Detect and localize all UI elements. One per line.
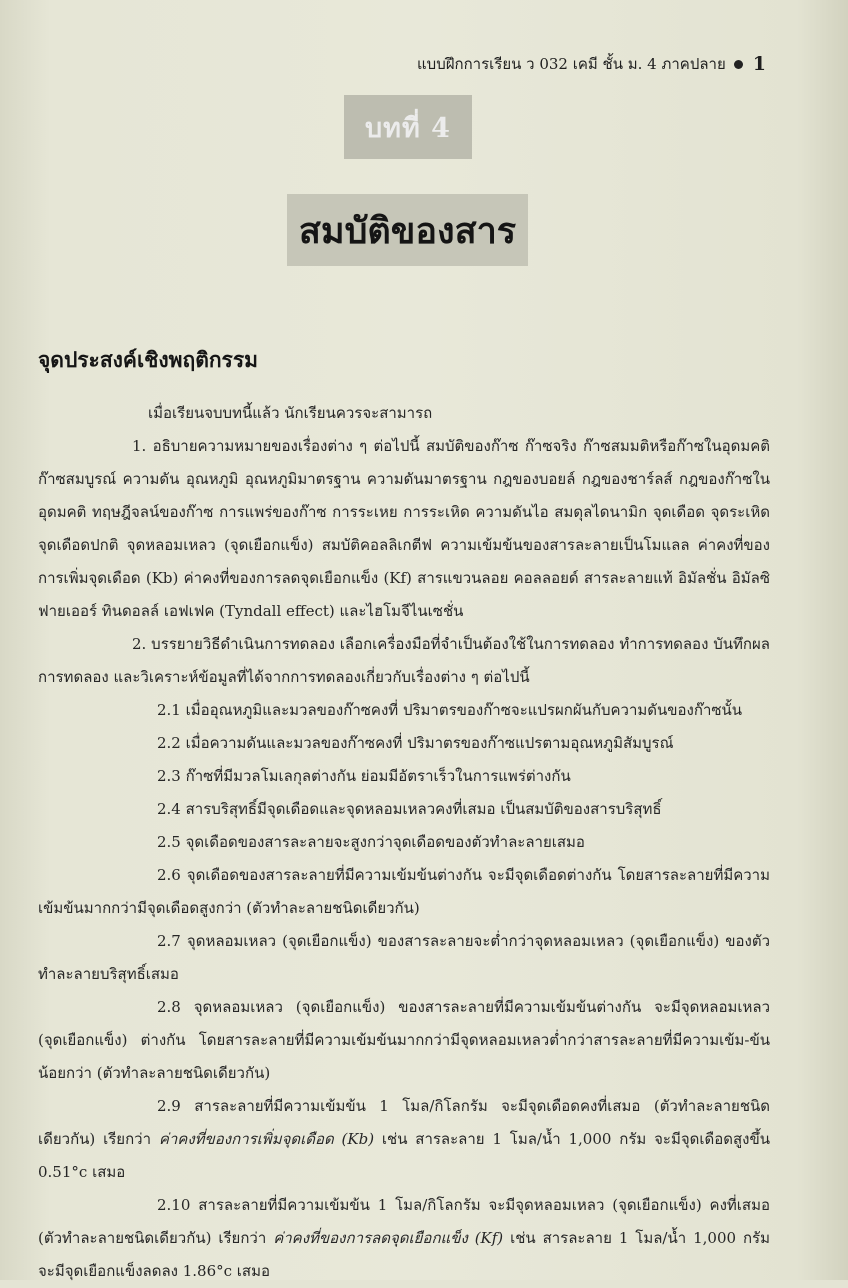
objective-1: 1. อธิบายความหมายของเรื่องต่าง ๆ ต่อไปนี้ สมบัติของก๊าซ ก๊าซจริง ก๊าซสมมติหรือก๊าซในอุดมคติ ก๊าซสมบูรณ์ ความดัน อุณหภูมิ อุณหภูมิมาตรฐาน ความดันมาตรฐาน กฎของบอยล์ กฎของชาร์ลส์ กฎของก๊าซในอุดมคติ ทฤษฎีจลน์ของก๊าซ การแพร่ของก๊าซ การระเหย การระเหิด ความดันไอ สมดุลไดนามิก จุดเดือด จุดระเหิด จุดเดือดปกติ จุดหลอมเหลว (จุดเยือกแข็ง) สมบัติคอลลิเกตีฟ ความเข้มข้นของสารละลายเป็นโมแลล ค่าคงที่ของการเพิ่มจุดเดือด (Kb) ค่าคงที่ของการลดจุดเยือกแข็ง (Kf) สารแขวนลอย คอลลอยด์ สารละลายแท้ อิมัลชั่น อิมัลซิฟายเออร์ ทินดอลล์ เอฟเฟค (Tyndall effect) และไฮโมจีไนเซชั่น (38, 437, 770, 620)
objective-2-3: 2.3 ก๊าซที่มีมวลโมเลกุลต่างกัน ย่อมมีอัตราเร็วในการแพร่ต่างกัน (157, 767, 571, 785)
objective-2-10-text-b: เช่น สารละลาย 1 โมล/น้ำ 1,000 กรัม จะมีจุดเยือกแข็งลดลง 1.86°c เสมอ (38, 1229, 770, 1280)
intro-paragraph: เมื่อเรียนจบบทนี้แล้ว นักเรียนควรจะสามารถ (148, 404, 433, 422)
objective-2-5: 2.5 จุดเดือดของสารละลายจะสูงกว่าจุดเดือดของตัวทำละลายเสมอ (157, 833, 585, 851)
objective-2-9 (38, 1090, 770, 1189)
chapter-label: บทที่ 4 (365, 112, 451, 144)
objective-2-10 (38, 1189, 770, 1288)
objective-2-9-text-b: เช่น สารละลาย 1 โมล/น้ำ 1,000 กรัม จะมีจุดเดือดสูงขึ้น 0.51°c เสมอ (38, 1130, 770, 1181)
body-text (38, 397, 770, 1288)
objective-2-8: 2.8 จุดหลอมเหลว (จุดเยือกแข็ง) ของสารละลายที่มีความเข้มข้นต่างกัน จะมีจุดหลอมเหลว (จุดเยือกแข็ง) ต่างกัน โดยสารละลายที่มีความเข้มข้นมากกว่ามีจุดหลอมเหลวต่ำกว่าสารละลายที่มีความเข้ม-ข้นน้อยกว่า (ตัวทำละลายชนิดเดียวกัน) (38, 998, 770, 1082)
objective-2-9-term: ค่าคงที่ของการเพิ่มจุดเดือด (Kb) (158, 1130, 375, 1148)
objective-2-9-text-a: 2.9 สารละลายที่มีความเข้มข้น 1 โมล/กิโลกรัม จะมีจุดเดือดคงที่เสมอ (ตัวทำละลายชนิดเดียวกัน) เรียกว่า (38, 1097, 770, 1148)
page-header (417, 52, 766, 76)
objective-2-6: 2.6 จุดเดือดของสารละลายที่มีความเข้มข้นต่างกัน จะมีจุดเดือดต่างกัน โดยสารละลายที่มีความเข้มข้นมากกว่ามีจุดเดือดสูงกว่า (ตัวทำละลายชนิดเดียวกัน) (38, 866, 770, 917)
objective-2-10-term: ค่าคงที่ของการลดจุดเยือกแข็ง (Kf) (273, 1229, 504, 1247)
objective-2-1: 2.1 เมื่ออุณหภูมิและมวลของก๊าซคงที่ ปริมาตรของก๊าซจะแปรผกผันกับความดันของก๊าซนั้น (157, 701, 743, 719)
chapter-label-box (344, 95, 472, 159)
objective-2-7: 2.7 จุดหลอมเหลว (จุดเยือกแข็ง) ของสารละลายจะต่ำกว่าจุดหลอมเหลว (จุดเยือกแข็ง) ของตัวทำละลายบริสุทธิ์เสมอ (38, 932, 770, 983)
bullet-icon (734, 60, 743, 69)
chapter-title-box (287, 194, 528, 266)
page-number: 1 (752, 53, 766, 75)
objective-2: 2. บรรยายวิธีดำเนินการทดลอง เลือกเครื่องมือที่จำเป็นต้องใช้ในการทดลอง ทำการทดลอง บันทึกผลการทดลอง และวิเคราะห์ข้อมูลที่ได้จากการทดลองเกี่ยวกับเรื่องต่าง ๆ ต่อไปนี้ (38, 635, 770, 686)
header-text: แบบฝึกการเรียน ว 032 เคมี ชั้น ม. 4 ภาคปลาย (417, 55, 726, 73)
objective-2-2: 2.2 เมื่อความดันและมวลของก๊าซคงที่ ปริมาตรของก๊าซแปรตามอุณหภูมิสัมบูรณ์ (157, 734, 674, 752)
chapter-title: สมบัติของสาร (298, 209, 517, 252)
objective-2-4: 2.4 สารบริสุทธิ์มีจุดเดือดและจุดหลอมเหลวคงที่เสมอ เป็นสมบัติของสารบริสุทธิ์ (157, 800, 662, 818)
objective-2-10-text-a: 2.10 สารละลายที่มีความเข้มข้น 1 โมล/กิโลกรัม จะมีจุดหลอมเหลว (จุดเยือกแข็ง) คงที่เสมอ (ตัวทำละลายชนิดเดียวกัน) เรียกว่า (38, 1196, 770, 1247)
section-heading: จุดประสงค์เชิงพฤติกรรม (38, 347, 258, 372)
